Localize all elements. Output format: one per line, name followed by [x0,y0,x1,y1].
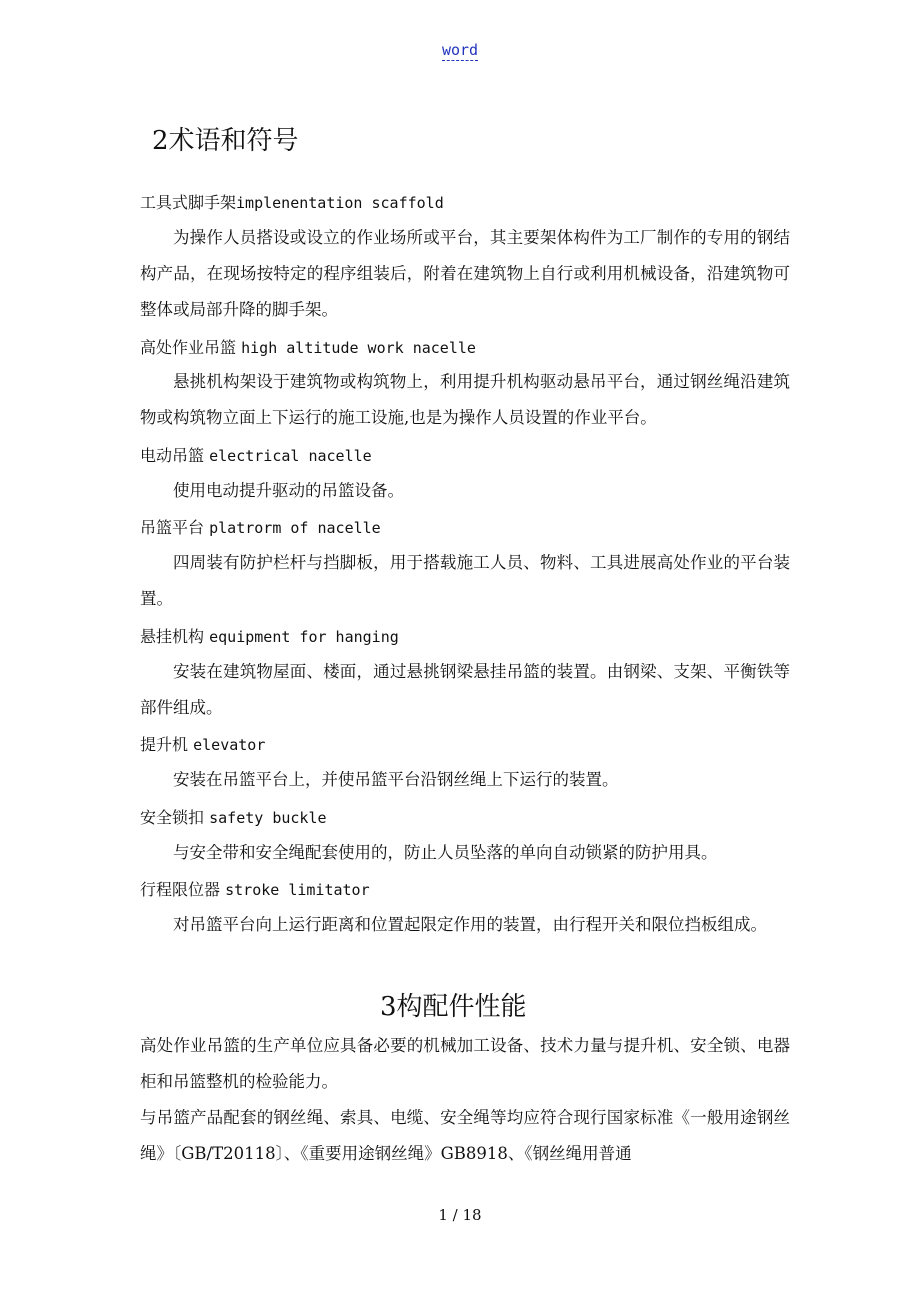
term-heading: 吊篮平台 platrorm of nacelle [140,518,381,537]
term-heading: 电动吊篮 electrical nacelle [140,446,372,465]
body-paragraph: 高处作业吊篮的生产单位应具备必要的机械加工设备、技术力量与提升机、安全锁、电器柜和吊篮整机的检验能力。 [140,1036,790,1091]
term-heading: 悬挂机构 equipment for hanging [140,627,399,646]
term-definition: 使用电动提升驱动的吊篮设备。 [173,481,404,500]
term-definition: 安装在建筑物屋面、楼面，通过悬挑钢梁悬挂吊篮的装置。由钢梁、支架、平衡铁等部件组成。 [140,662,790,717]
term-heading: 高处作业吊篮 high altitude work nacelle [140,338,476,357]
section-3-title: 3构配件性能 [380,992,527,1022]
term-heading: 工具式脚手架implenentation scaffold [140,193,444,212]
term-definition: 为操作人员搭设或设立的作业场所或平台，其主要架体构件为工厂制作的专用的钢结构产品，在现场按特定的程序组装后，附着在建筑物上自行或利用机械设备，沿建筑物可整体或局部升降的脚手架。 [140,228,790,319]
term-definition: 对吊篮平台向上运行距离和位置起限定作用的装置，由行程开关和限位挡板组成。 [173,915,767,934]
term-definition: 悬挑机构架设于建筑物或构筑物上，利用提升机构驱动悬吊平台，通过钢丝绳沿建筑物或构筑物立面上下运行的施工设施,也是为操作人员设置的作业平台。 [140,372,790,427]
term-definition: 安装在吊篮平台上，并使吊篮平台沿钢丝绳上下运行的装置。 [173,770,619,789]
body-paragraph: 与吊篮产品配套的钢丝绳、索具、电缆、安全绳等均应符合现行国家标准《一般用途钢丝绳》〔GB/T20118〕、《重要用途钢丝绳》GB8918、《钢丝绳用普通 [140,1108,790,1163]
term-heading: 提升机 elevator [140,735,266,754]
header-word-link[interactable]: word [441,41,479,59]
section-2-title: 2术语和符号 [152,126,299,156]
term-heading: 行程限位器 stroke limitator [140,880,370,899]
term-definition: 四周装有防护栏杆与挡脚板，用于搭载施工人员、物料、工具进展高处作业的平台装置。 [140,553,790,608]
term-heading: 安全锁扣 safety buckle [140,808,327,827]
page-indicator: 1 / 18 [438,1206,482,1224]
term-definition: 与安全带和安全绳配套使用的，防止人员坠落的单向自动锁紧的防护用具。 [173,843,718,862]
